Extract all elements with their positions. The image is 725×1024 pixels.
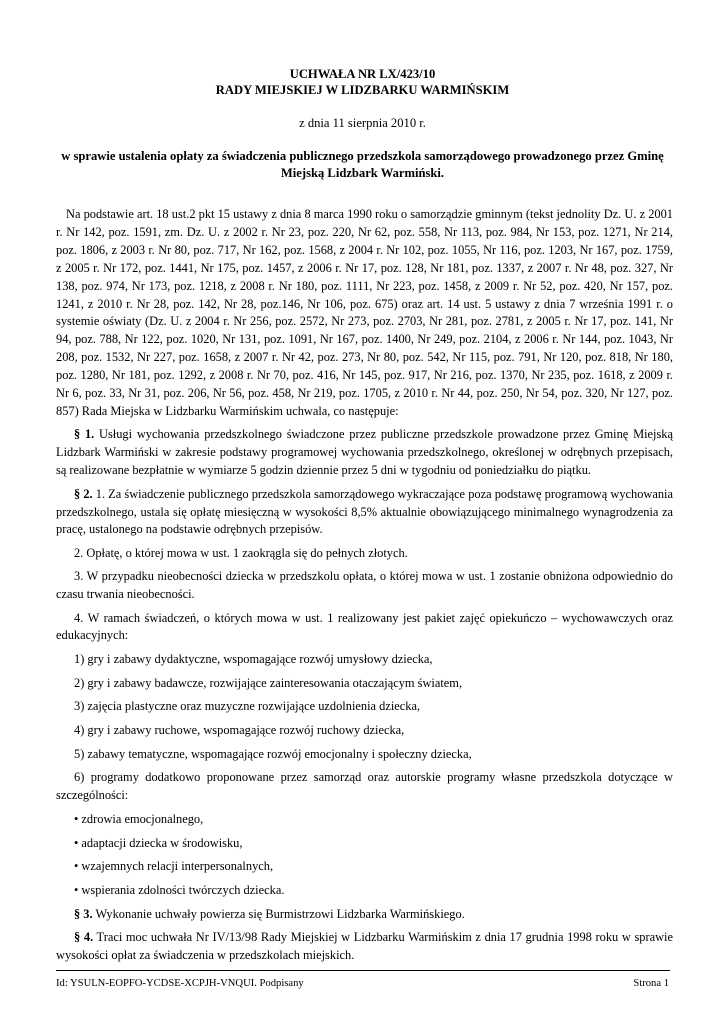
section-1-text: Usługi wychowania przedszkolnego świadczone przez publiczne przedszkole prowadzone przez Gminę Miejską Lidzbark Warmiński w zakresie podstawy programowej wychowania przedszkolnego, określonej w odrębnych przepisach, są realizowane bezpłatnie w wymiarze 5 godzin dziennie przez 5 dni w tygodniu od poniedziałku do piątku. <box>56 427 673 478</box>
section-4-mark: § 4. <box>74 930 94 945</box>
resolution-subject: w sprawie ustalenia opłaty za świadczenia publicznego przedszkola samorządowego prowadzonego przez Gminę Miejską Lidzbark Warmiński. <box>61 149 664 180</box>
list-item: 6) programy dodatkowo proponowane przez samorząd oraz autorskie programy własne przedszkola dotyczące w szczególności: <box>56 770 673 803</box>
bullet-item: • wspierania zdolności twórczych dziecka. <box>74 883 285 898</box>
section-3-mark: § 3. <box>74 906 93 921</box>
section-3-text: Wykonanie uchwały powierza się Burmistrzowi Lidzbarka Warmińskiego. <box>92 906 465 921</box>
section-2-para-4: 4. W ramach świadczeń, o których mowa w ust. 1 realizowany jest pakiet zajęć opiekuńczo – wychowawczych oraz edukacyjnych: <box>56 610 673 643</box>
document-id: Id: YSULN-EOPFO-YCDSE-XCPJH-VNQUI. Podpisany <box>56 978 304 989</box>
section-2-para-1: 1. Za świadczenie publicznego przedszkola samorządowego wykraczające poza podstawę programową wychowania przedszkolnego, ustala się opłatę miesięczną w wysokości 8,5% aktualnie obowiązującego minimalnego wynagrodzenia za pracę, ustalonego na podstawie odrębnych przepisów. <box>56 486 673 537</box>
section-1 <box>56 426 673 480</box>
section-2-para-3: 3. W przypadku nieobecności dziecka w przedszkolu opłata, o której mowa w ust. 1 zostanie obniżona odpowiednio do czasu trwania nieobecności. <box>56 569 673 602</box>
bullet-item: • adaptacji dziecka w środowisku, <box>74 835 243 850</box>
bullet-item: • wzajemnych relacji interpersonalnych, <box>74 859 274 874</box>
section-2-para-2: 2. Opłatę, o której mowa w ust. 1 zaokrągla się do pełnych złotych. <box>74 545 408 560</box>
list-item: 4) gry i zabawy ruchowe, wspomagające rozwój ruchowy dziecka, <box>74 722 405 737</box>
list-item: 2) gry i zabawy badawcze, rozwijające zainteresowania otaczającym światem, <box>74 675 463 690</box>
section-1-mark: § 1. <box>74 427 95 442</box>
footer-divider <box>56 970 670 971</box>
section-3 <box>56 906 673 924</box>
list-item: 5) zabawy tematyczne, wspomagające rozwój emocjonalny i społeczny dziecka, <box>74 746 472 761</box>
section-4-text: Traci moc uchwała Nr IV/13/98 Rady Miejskiej w Lidzbarku Warmińskim z dnia 17 grudnia 1998 roku w sprawie wysokości opłat za świadczenia w przedszkolach miejskich. <box>56 930 673 963</box>
list-item: 3) zajęcia plastyczne oraz muzyczne rozwijające uzdolnienia dziecka, <box>74 699 421 714</box>
resolution-number: UCHWAŁA NR LX/423/10 <box>289 67 436 81</box>
council-name: RADY MIEJSKIEJ W LIDZBARKU WARMIŃSKIM <box>215 83 510 97</box>
page-number: Strona 1 <box>633 978 669 989</box>
section-2-mark: § 2. <box>74 486 93 501</box>
list-item: 1) gry i zabawy dydaktyczne, wspomagające rozwój umysłowy dziecka, <box>74 651 433 666</box>
section-2 <box>56 486 673 540</box>
preamble: Na podstawie art. 18 ust.2 pkt 15 ustawy z dnia 8 marca 1990 roku o samorządzie gminnym (tekst jednolity Dz. U. z 2001 r. Nr 142, poz. 1591, zm. Dz. U. z 2002 r. Nr 23, poz. 220, Nr 62, poz. 558, Nr 113, poz. 984, Nr 153, poz. 1271, Nr 214, poz. 1806, z 2003 r. Nr 80, poz. 717, Nr 162, poz. 1568, z 2004 r. Nr 102, poz. 1055, Nr 116, poz. 1203, Nr 167, poz. 1759, z 2005 r. Nr 172, poz. 1441, Nr 175, poz. 1457, z 2006 r. Nr 17, poz. 128, Nr 181, poz. 1337, z 2007 r. Nr 48, poz. 327, Nr 138, poz. 974, Nr 173, poz. 1218, z 2008 r. Nr 180, poz. 1111, Nr 223, poz. 1458, z 2009 r. Nr 52, poz. 420, Nr 157, poz. 1241, z 2010 r. Nr 28, poz. 142, Nr 28, poz.146, Nr 106, poz. 675) oraz art. 14 ust. 5 ustawy z dnia 7 września 1991 r. o systemie oświaty (Dz. U. z 2004 r. Nr 256, poz. 2572, Nr 273, poz. 2703, Nr 281, poz. 2781, z 2005 r. Nr 17, poz. 141, Nr 94, poz. 788, Nr 122, poz. 1020, Nr 131, poz. 1091, Nr 167, poz. 1400, Nr 249, poz. 2104, z 2006 r. Nr 144, poz. 1043, Nr 208, poz. 1532, Nr 227, poz. 1658, z 2007 r. Nr 42, poz. 273, Nr 80, poz. 542, Nr 115, poz. 791, Nr 120, poz. 818, Nr 180, poz. 1280, Nr 181, poz. 1292, z 2008 r. Nr 70, poz. 416, Nr 145, poz. 917, Nr 216, poz. 1370, Nr 235, poz. 1618, z 2009 r. Nr 6, poz. 33, Nr 31, poz. 206, Nr 56, poz. 458, Nr 219, poz. 1705, z 2010 r. Nr 44, poz. 250, Nr 54, poz. 320, Nr 127, poz. 857) Rada Miejska w Lidzbarku Warmińskim uchwala, co następuje: <box>56 207 673 418</box>
resolution-date: z dnia 11 sierpnia 2010 r. <box>299 116 426 130</box>
bullet-item: • zdrowia emocjonalnego, <box>74 811 204 826</box>
section-4 <box>56 929 673 965</box>
document-body <box>56 206 673 971</box>
